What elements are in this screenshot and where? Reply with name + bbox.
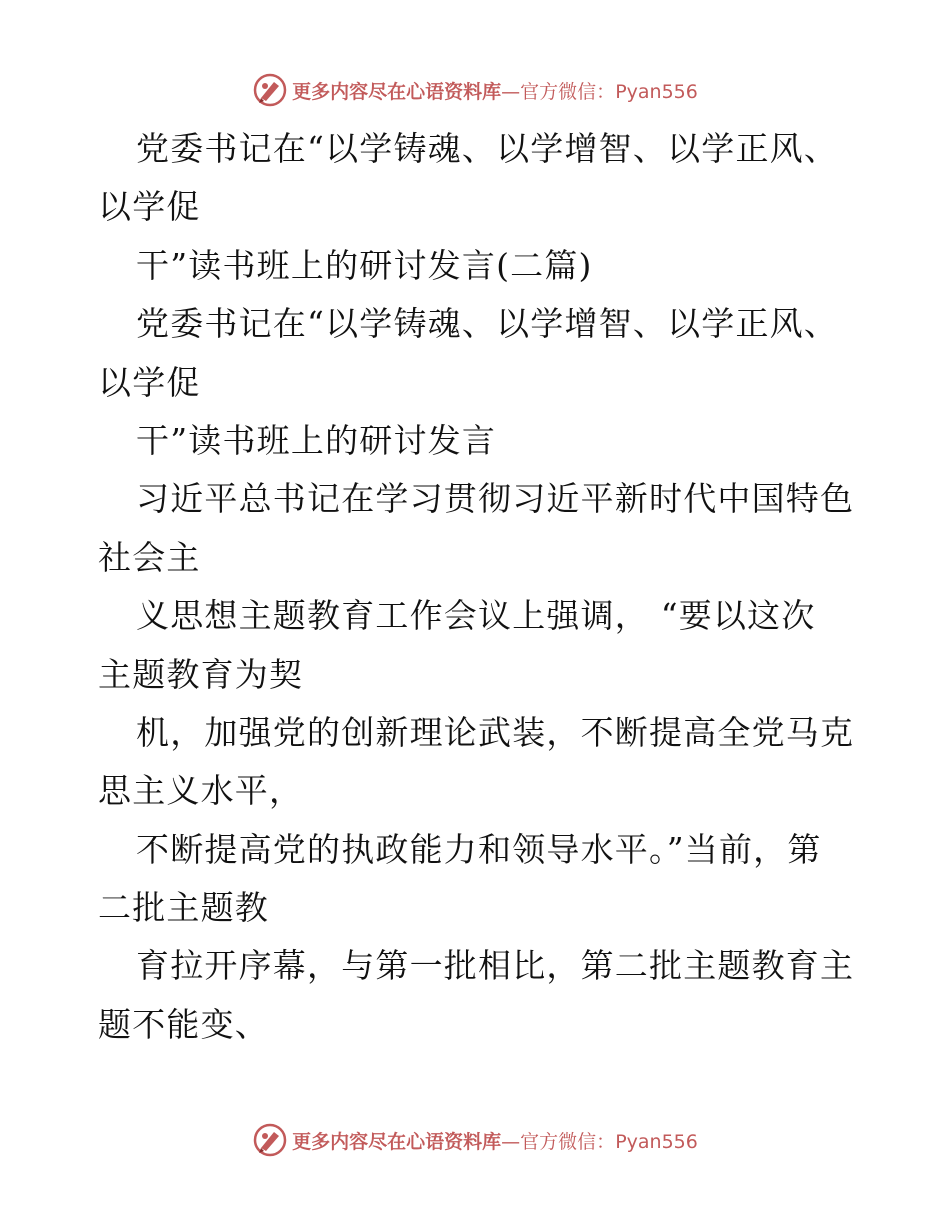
- text-line: 干”读书班上的研讨发言(二篇): [136, 245, 593, 285]
- text-line: 干”读书班上的研讨发言: [136, 420, 497, 460]
- header-watermark: [0, 70, 950, 110]
- text-line: 思主义水平，: [98, 771, 304, 811]
- text-line: 二批主题教: [98, 888, 269, 928]
- text-line: 不断提高党的执政能力和领导水平。”当前，第: [136, 829, 822, 869]
- text-line: 党委书记在“以学铸魂、以学增智、以学正风、: [136, 129, 839, 168]
- text-line: 社会主: [98, 537, 201, 577]
- pen-logo-icon: [252, 1122, 288, 1158]
- text-line: 育拉开序幕，与第一批相比，第二批主题教育主: [136, 946, 855, 986]
- watermark-title: 更多内容尽在心语资料库: [292, 80, 502, 103]
- watermark-suffix: 官方微信：: [520, 80, 616, 103]
- text-line: 义思想主题教育工作会议上强调， “要以这次: [136, 596, 816, 636]
- watermark-separator: —: [501, 1130, 521, 1153]
- text-line: 题不能变、: [98, 1004, 269, 1044]
- footer-watermark: [0, 1120, 950, 1160]
- watermark-title: 更多内容尽在心语资料库: [292, 1130, 502, 1153]
- document-body: [98, 120, 858, 1054]
- text-line: 党委书记在“以学铸魂、以学增智、以学正风、: [136, 304, 839, 344]
- text-line: 以学促: [98, 362, 201, 402]
- text-line: 机，加强党的创新理论武装，不断提高全党马克: [136, 712, 855, 752]
- watermark-wechat-id: Pyan556: [615, 80, 698, 103]
- text-line: 以学促: [98, 187, 201, 227]
- text-line: 主题教育为契: [98, 654, 304, 694]
- watermark-wechat-id: Pyan556: [615, 1130, 698, 1153]
- text-line: 习近平总书记在学习贯彻习近平新时代中国特色: [136, 479, 855, 519]
- watermark-separator: —: [501, 80, 521, 103]
- pen-logo-icon: [252, 72, 288, 108]
- watermark-suffix: 官方微信：: [520, 1130, 616, 1153]
